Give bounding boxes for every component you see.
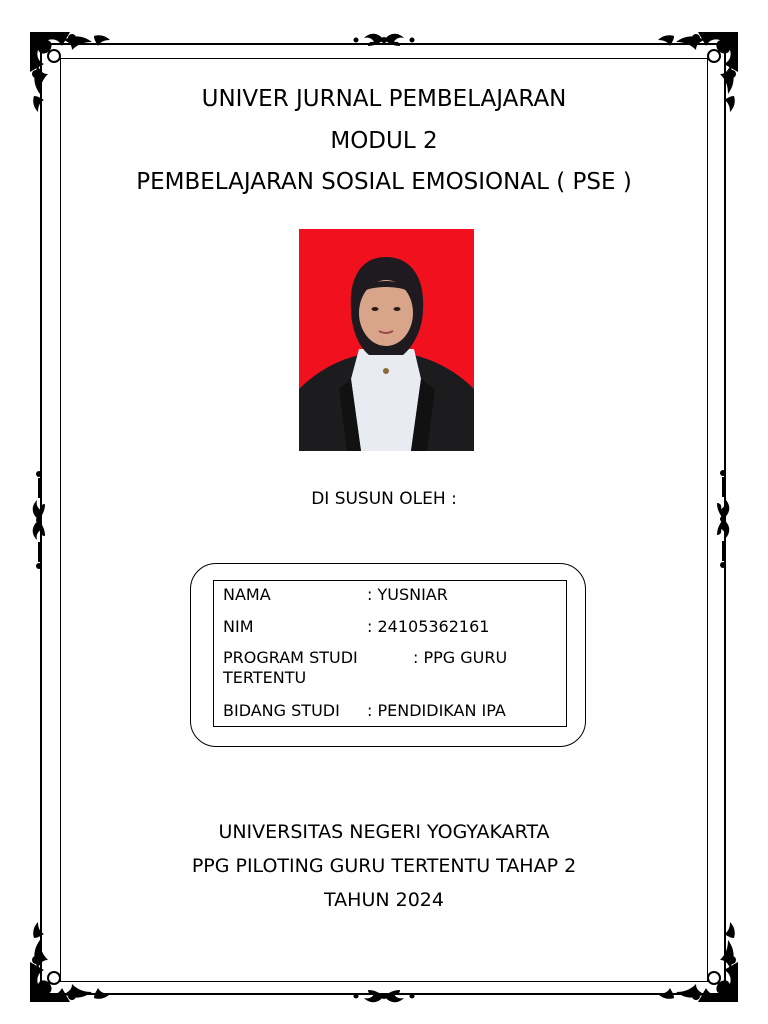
program-name: PPG PILOTING GURU TERTENTU TAHAP 2: [191, 855, 577, 877]
corner-ornament-bottom-right: [652, 916, 744, 1008]
top-center-ornament: [352, 30, 416, 50]
university-name: UNIVERSITAS NEGERI YOGYAKARTA: [218, 821, 550, 843]
nama-value: : YUSNIAR: [367, 585, 448, 604]
prodi-label: PROGRAM STUDI: [223, 648, 358, 667]
left-side-ornament: [28, 468, 50, 572]
bidang-value: : PENDIDIKAN IPA: [367, 701, 506, 720]
corner-ornament-bottom-left: [24, 916, 116, 1008]
prodi-value: : PPG GURU: [413, 648, 508, 667]
right-side-ornament: [712, 464, 734, 574]
page-border-inner: [60, 58, 708, 982]
nim-value: : 24105362161: [367, 617, 490, 636]
bottom-center-ornament: [352, 986, 416, 1006]
nim-label: NIM: [223, 617, 254, 636]
nama-label: NAMA: [223, 585, 271, 604]
module-title: MODUL 2: [330, 128, 438, 154]
document-title: UNIVER JURNAL PEMBELAJARAN: [201, 86, 567, 112]
author-heading: DI SUSUN OLEH :: [311, 489, 457, 509]
author-photo: [299, 229, 474, 451]
prodi-value-continued: TERTENTU: [223, 668, 307, 687]
year: TAHUN 2024: [324, 889, 444, 911]
bidang-label: BIDANG STUDI: [223, 701, 340, 720]
module-subtitle: PEMBELAJARAN SOSIAL EMOSIONAL ( PSE ): [136, 169, 632, 195]
